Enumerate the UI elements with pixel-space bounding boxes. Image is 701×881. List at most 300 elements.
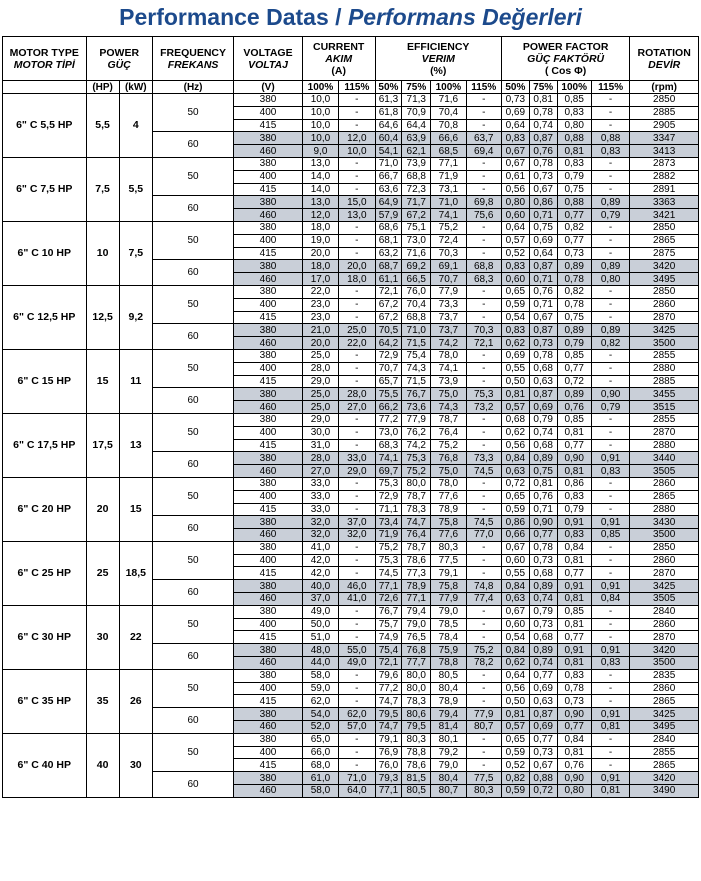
data-cell: 72,1 bbox=[466, 337, 501, 350]
data-cell: 0,75 bbox=[529, 221, 557, 234]
data-cell: 66,0 bbox=[302, 746, 338, 759]
data-cell: 3500 bbox=[630, 337, 699, 350]
data-cell: 74,5 bbox=[466, 465, 501, 478]
data-cell: 3440 bbox=[630, 452, 699, 465]
data-cell: 0,75 bbox=[557, 183, 591, 196]
data-cell: - bbox=[591, 759, 630, 772]
data-cell: 75,8 bbox=[431, 516, 466, 529]
data-cell: 2835 bbox=[630, 669, 699, 682]
data-cell: 0,79 bbox=[557, 503, 591, 516]
data-cell: 400 bbox=[234, 618, 303, 631]
motor-type-cell: 6" C 15 HP bbox=[3, 349, 87, 413]
data-cell: 2870 bbox=[630, 631, 699, 644]
data-cell: - bbox=[466, 426, 501, 439]
data-cell: 0,61 bbox=[501, 170, 529, 183]
data-cell: 0,90 bbox=[557, 772, 591, 785]
data-cell: - bbox=[591, 94, 630, 107]
motor-type-cell: 6" C 17,5 HP bbox=[3, 413, 87, 477]
data-cell: 79,6 bbox=[375, 669, 402, 682]
data-cell: 0,52 bbox=[501, 759, 529, 772]
data-cell: 70,7 bbox=[375, 362, 402, 375]
data-cell: - bbox=[466, 349, 501, 362]
data-cell: - bbox=[591, 618, 630, 631]
data-cell: 80,5 bbox=[431, 669, 466, 682]
data-cell: 3420 bbox=[630, 260, 699, 273]
data-cell: - bbox=[339, 541, 375, 554]
data-cell: 0,57 bbox=[501, 721, 529, 734]
load-col: 50% bbox=[375, 81, 402, 94]
data-cell: 0,90 bbox=[557, 452, 591, 465]
performance-table bbox=[2, 36, 699, 798]
data-cell: 0,89 bbox=[557, 324, 591, 337]
table-row bbox=[3, 541, 699, 554]
data-cell: 64,6 bbox=[375, 119, 402, 132]
data-cell: 75,4 bbox=[402, 349, 431, 362]
data-cell: 0,65 bbox=[501, 490, 529, 503]
data-cell: - bbox=[591, 439, 630, 452]
data-cell: 75,8 bbox=[431, 580, 466, 593]
data-cell: 78,2 bbox=[466, 657, 501, 670]
data-cell: 15,0 bbox=[339, 196, 375, 209]
data-cell: 2885 bbox=[630, 106, 699, 119]
data-cell: 49,0 bbox=[302, 605, 338, 618]
data-cell: 64,4 bbox=[402, 119, 431, 132]
data-cell: 400 bbox=[234, 746, 303, 759]
data-cell: 22,0 bbox=[339, 337, 375, 350]
data-cell: 2865 bbox=[630, 695, 699, 708]
data-cell: 64,9 bbox=[375, 196, 402, 209]
data-cell: 75,2 bbox=[431, 221, 466, 234]
data-cell: 2850 bbox=[630, 285, 699, 298]
load-col: 115% bbox=[591, 81, 630, 94]
data-cell: 68,6 bbox=[375, 221, 402, 234]
data-cell: 0,84 bbox=[501, 580, 529, 593]
data-cell: - bbox=[591, 733, 630, 746]
data-cell: 77,5 bbox=[431, 554, 466, 567]
data-cell: 460 bbox=[234, 593, 303, 606]
data-cell: 70,8 bbox=[431, 119, 466, 132]
data-cell: - bbox=[591, 490, 630, 503]
data-cell: 2870 bbox=[630, 311, 699, 324]
data-cell: - bbox=[466, 605, 501, 618]
data-cell: 25,0 bbox=[302, 401, 338, 414]
data-cell: 75,9 bbox=[431, 644, 466, 657]
frequency-cell: 60 bbox=[152, 644, 233, 670]
data-cell: 73,0 bbox=[375, 426, 402, 439]
data-cell: 0,74 bbox=[529, 657, 557, 670]
data-cell: 75,1 bbox=[402, 221, 431, 234]
data-cell: - bbox=[591, 298, 630, 311]
power-kw-cell: 9,2 bbox=[119, 285, 152, 349]
motor-type-cell: 6" C 10 HP bbox=[3, 221, 87, 285]
data-cell: 0,68 bbox=[501, 413, 529, 426]
data-cell: 70,4 bbox=[402, 298, 431, 311]
data-cell: 0,89 bbox=[529, 644, 557, 657]
data-cell: - bbox=[466, 695, 501, 708]
data-cell: 2865 bbox=[630, 234, 699, 247]
data-cell: 33,0 bbox=[302, 490, 338, 503]
data-cell: 0,56 bbox=[501, 439, 529, 452]
data-cell: 0,84 bbox=[557, 733, 591, 746]
data-cell: 0,88 bbox=[557, 196, 591, 209]
data-cell: 71,0 bbox=[339, 772, 375, 785]
data-cell: 73,0 bbox=[402, 234, 431, 247]
data-cell: 12,0 bbox=[302, 209, 338, 222]
data-cell: 0,67 bbox=[501, 145, 529, 158]
title-main: Performance Datas / bbox=[119, 4, 348, 30]
data-cell: 0,82 bbox=[501, 772, 529, 785]
data-cell: 0,77 bbox=[557, 631, 591, 644]
data-cell: 0,87 bbox=[529, 388, 557, 401]
data-cell: 0,69 bbox=[529, 401, 557, 414]
data-cell: - bbox=[591, 119, 630, 132]
data-cell: 3420 bbox=[630, 644, 699, 657]
data-cell: 68,8 bbox=[466, 260, 501, 273]
data-cell: - bbox=[466, 362, 501, 375]
data-cell: 2870 bbox=[630, 567, 699, 580]
data-cell: 0,76 bbox=[529, 490, 557, 503]
data-cell: 0,85 bbox=[557, 349, 591, 362]
data-cell: 73,7 bbox=[431, 324, 466, 337]
data-cell: - bbox=[339, 605, 375, 618]
data-cell: 0,81 bbox=[529, 477, 557, 490]
data-cell: - bbox=[339, 183, 375, 196]
data-cell: 0,71 bbox=[529, 503, 557, 516]
power-kw-cell: 4 bbox=[119, 94, 152, 158]
data-cell: 10,0 bbox=[302, 94, 338, 107]
data-cell: 17,0 bbox=[302, 273, 338, 286]
data-cell: 68,3 bbox=[466, 273, 501, 286]
data-cell: - bbox=[591, 746, 630, 759]
data-cell: 0,85 bbox=[557, 605, 591, 618]
data-cell: 31,0 bbox=[302, 439, 338, 452]
data-cell: 0,81 bbox=[557, 593, 591, 606]
data-cell: - bbox=[591, 567, 630, 580]
data-cell: 0,90 bbox=[591, 388, 630, 401]
load-col: 115% bbox=[466, 81, 501, 94]
data-cell: 65,0 bbox=[302, 733, 338, 746]
data-cell: - bbox=[466, 746, 501, 759]
data-cell: - bbox=[339, 503, 375, 516]
data-cell: 80,3 bbox=[466, 785, 501, 798]
data-cell: 0,73 bbox=[501, 94, 529, 107]
header-current: CURRENT AKIM (A) bbox=[302, 37, 375, 81]
data-cell: - bbox=[591, 541, 630, 554]
table-row bbox=[3, 221, 699, 234]
data-cell: 0,81 bbox=[557, 426, 591, 439]
power-kw-cell: 13 bbox=[119, 413, 152, 477]
power-hp-cell: 12,5 bbox=[86, 285, 119, 349]
data-cell: 2880 bbox=[630, 362, 699, 375]
data-cell: 61,1 bbox=[375, 273, 402, 286]
data-cell: 0,82 bbox=[591, 337, 630, 350]
data-cell: - bbox=[466, 119, 501, 132]
data-cell: 400 bbox=[234, 426, 303, 439]
data-cell: 72,9 bbox=[375, 349, 402, 362]
data-cell: 74,7 bbox=[375, 721, 402, 734]
data-cell: 0,62 bbox=[501, 657, 529, 670]
data-cell: 9,0 bbox=[302, 145, 338, 158]
data-cell: 13,0 bbox=[302, 157, 338, 170]
data-cell: 68,8 bbox=[402, 311, 431, 324]
data-cell: 0,71 bbox=[529, 298, 557, 311]
data-cell: 70,7 bbox=[431, 273, 466, 286]
data-cell: 77,9 bbox=[402, 413, 431, 426]
data-cell: 0,77 bbox=[557, 567, 591, 580]
data-cell: 0,73 bbox=[529, 746, 557, 759]
unit-kw: (kW) bbox=[119, 81, 152, 94]
data-cell: 2855 bbox=[630, 746, 699, 759]
data-cell: 0,69 bbox=[501, 106, 529, 119]
data-cell: - bbox=[591, 285, 630, 298]
data-cell: 76,4 bbox=[431, 426, 466, 439]
data-cell: 71,7 bbox=[402, 196, 431, 209]
data-cell: 75,2 bbox=[466, 644, 501, 657]
data-cell: 0,73 bbox=[529, 337, 557, 350]
data-cell: 0,73 bbox=[529, 554, 557, 567]
data-cell: 0,65 bbox=[501, 285, 529, 298]
table-row bbox=[3, 94, 699, 107]
data-cell: 75,2 bbox=[402, 465, 431, 478]
data-cell: 0,77 bbox=[529, 669, 557, 682]
motor-type-cell: 6" C 7,5 HP bbox=[3, 157, 87, 221]
data-cell: 380 bbox=[234, 605, 303, 618]
data-cell: 77,5 bbox=[466, 772, 501, 785]
frequency-cell: 50 bbox=[152, 285, 233, 323]
load-col: 100% bbox=[431, 81, 466, 94]
data-cell: 0,68 bbox=[529, 362, 557, 375]
data-cell: 3430 bbox=[630, 516, 699, 529]
data-cell: 3500 bbox=[630, 657, 699, 670]
data-cell: 73,2 bbox=[466, 401, 501, 414]
data-cell: 22,0 bbox=[302, 285, 338, 298]
data-cell: 0,59 bbox=[501, 503, 529, 516]
data-cell: 0,81 bbox=[557, 618, 591, 631]
data-cell: 79,2 bbox=[431, 746, 466, 759]
data-cell: 78,7 bbox=[402, 490, 431, 503]
data-cell: 0,84 bbox=[591, 593, 630, 606]
data-cell: 0,75 bbox=[557, 311, 591, 324]
data-cell: 0,73 bbox=[557, 247, 591, 260]
data-cell: - bbox=[591, 669, 630, 682]
data-cell: 415 bbox=[234, 119, 303, 132]
frequency-cell: 60 bbox=[152, 132, 233, 158]
data-cell: 73,1 bbox=[431, 183, 466, 196]
data-cell: 68,1 bbox=[375, 234, 402, 247]
data-cell: 380 bbox=[234, 516, 303, 529]
data-cell: 2875 bbox=[630, 247, 699, 260]
data-cell: 0,87 bbox=[529, 260, 557, 273]
data-cell: 75,6 bbox=[466, 209, 501, 222]
data-cell: 3455 bbox=[630, 388, 699, 401]
data-cell: - bbox=[591, 311, 630, 324]
data-cell: 0,78 bbox=[557, 273, 591, 286]
frequency-cell: 50 bbox=[152, 221, 233, 259]
data-cell: 33,0 bbox=[302, 503, 338, 516]
data-cell: 0,81 bbox=[557, 465, 591, 478]
motor-type-cell: 6" C 20 HP bbox=[3, 477, 87, 541]
data-cell: 10,0 bbox=[339, 145, 375, 158]
data-cell: 2891 bbox=[630, 183, 699, 196]
data-cell: 0,88 bbox=[591, 132, 630, 145]
data-cell: 62,1 bbox=[402, 145, 431, 158]
data-cell: 0,86 bbox=[529, 196, 557, 209]
data-cell: 75,3 bbox=[402, 452, 431, 465]
data-cell: 2860 bbox=[630, 477, 699, 490]
header-rotation: ROTATION DEVİR bbox=[630, 37, 699, 81]
data-cell: 78,8 bbox=[431, 657, 466, 670]
data-cell: 79,0 bbox=[402, 618, 431, 631]
data-cell: - bbox=[591, 682, 630, 695]
data-cell: 68,0 bbox=[302, 759, 338, 772]
data-cell: 78,8 bbox=[402, 746, 431, 759]
data-cell: 25,0 bbox=[339, 324, 375, 337]
data-cell: 0,77 bbox=[557, 234, 591, 247]
data-cell: 71,5 bbox=[402, 337, 431, 350]
data-cell: - bbox=[466, 94, 501, 107]
load-col: 50% bbox=[501, 81, 529, 94]
data-cell: 0,79 bbox=[591, 401, 630, 414]
data-cell: 76,7 bbox=[402, 388, 431, 401]
data-cell: 0,50 bbox=[501, 375, 529, 388]
power-hp-cell: 7,5 bbox=[86, 157, 119, 221]
data-cell: 72,1 bbox=[375, 285, 402, 298]
data-cell: 79,5 bbox=[402, 721, 431, 734]
frequency-cell: 60 bbox=[152, 260, 233, 286]
data-cell: 3495 bbox=[630, 721, 699, 734]
data-cell: 74,5 bbox=[375, 567, 402, 580]
data-cell: 380 bbox=[234, 541, 303, 554]
data-cell: 0,87 bbox=[529, 132, 557, 145]
data-cell: - bbox=[339, 221, 375, 234]
data-cell: 0,86 bbox=[557, 477, 591, 490]
data-cell: 460 bbox=[234, 657, 303, 670]
data-cell: 75,7 bbox=[375, 618, 402, 631]
load-col: 100% bbox=[557, 81, 591, 94]
data-cell: 380 bbox=[234, 285, 303, 298]
data-cell: - bbox=[466, 413, 501, 426]
data-cell: 74,2 bbox=[431, 337, 466, 350]
data-cell: 380 bbox=[234, 349, 303, 362]
data-cell: 0,80 bbox=[591, 273, 630, 286]
data-cell: 3505 bbox=[630, 593, 699, 606]
motor-type-cell: 6" C 12,5 HP bbox=[3, 285, 87, 349]
data-cell: 80,0 bbox=[402, 477, 431, 490]
data-cell: 78,7 bbox=[431, 413, 466, 426]
data-cell: 63,7 bbox=[466, 132, 501, 145]
table-row bbox=[3, 669, 699, 682]
data-cell: 76,7 bbox=[375, 605, 402, 618]
data-cell: 400 bbox=[234, 106, 303, 119]
data-cell: 67,2 bbox=[402, 209, 431, 222]
data-cell: 18,0 bbox=[302, 221, 338, 234]
frequency-cell: 50 bbox=[152, 669, 233, 707]
data-cell: 0,73 bbox=[529, 618, 557, 631]
data-cell: 74,8 bbox=[466, 580, 501, 593]
power-kw-cell: 7,5 bbox=[119, 221, 152, 285]
data-cell: 29,0 bbox=[302, 375, 338, 388]
data-cell: 0,83 bbox=[557, 669, 591, 682]
data-cell: 0,90 bbox=[529, 516, 557, 529]
data-cell: 0,67 bbox=[529, 311, 557, 324]
data-cell: 0,55 bbox=[501, 362, 529, 375]
data-cell: 0,89 bbox=[557, 388, 591, 401]
data-cell: 78,6 bbox=[402, 759, 431, 772]
data-cell: 77,7 bbox=[402, 657, 431, 670]
page-title bbox=[0, 0, 701, 34]
frequency-cell: 60 bbox=[152, 772, 233, 798]
data-cell: 0,80 bbox=[501, 196, 529, 209]
data-cell: 0,83 bbox=[501, 324, 529, 337]
motor-type-cell: 6" C 30 HP bbox=[3, 605, 87, 669]
data-cell: - bbox=[591, 349, 630, 362]
data-cell: 400 bbox=[234, 362, 303, 375]
data-cell: - bbox=[466, 618, 501, 631]
data-cell: 2865 bbox=[630, 490, 699, 503]
data-cell: 77,1 bbox=[402, 593, 431, 606]
data-cell: - bbox=[591, 221, 630, 234]
data-cell: 0,71 bbox=[529, 273, 557, 286]
data-cell: 0,76 bbox=[529, 145, 557, 158]
data-cell: - bbox=[339, 170, 375, 183]
data-cell: - bbox=[339, 106, 375, 119]
data-cell: 79,3 bbox=[375, 772, 402, 785]
data-cell: 41,0 bbox=[302, 541, 338, 554]
data-cell: 0,84 bbox=[501, 644, 529, 657]
data-cell: 71,9 bbox=[431, 170, 466, 183]
data-cell: 0,62 bbox=[501, 426, 529, 439]
data-cell: 74,3 bbox=[431, 401, 466, 414]
data-cell: 3420 bbox=[630, 772, 699, 785]
data-cell: 27,0 bbox=[339, 401, 375, 414]
data-cell: 80,3 bbox=[431, 541, 466, 554]
data-cell: - bbox=[339, 285, 375, 298]
data-cell: 2873 bbox=[630, 157, 699, 170]
power-hp-cell: 5,5 bbox=[86, 94, 119, 158]
data-cell: - bbox=[339, 298, 375, 311]
data-cell: 0,59 bbox=[501, 746, 529, 759]
data-cell: 75,2 bbox=[431, 439, 466, 452]
data-cell: 0,81 bbox=[501, 708, 529, 721]
data-cell: 0,64 bbox=[501, 669, 529, 682]
data-cell: 79,0 bbox=[431, 759, 466, 772]
data-cell: 0,60 bbox=[501, 618, 529, 631]
frequency-cell: 50 bbox=[152, 349, 233, 387]
data-cell: 0,74 bbox=[529, 426, 557, 439]
data-cell: 0,88 bbox=[529, 772, 557, 785]
data-cell: 25,0 bbox=[302, 349, 338, 362]
data-cell: 0,66 bbox=[501, 529, 529, 542]
data-cell: 13,0 bbox=[302, 196, 338, 209]
data-cell: 0,89 bbox=[529, 452, 557, 465]
data-cell: 70,3 bbox=[466, 324, 501, 337]
unit-hp: (HP) bbox=[86, 81, 119, 94]
data-cell: 460 bbox=[234, 145, 303, 158]
data-cell: 80,7 bbox=[466, 721, 501, 734]
unit-empty bbox=[3, 81, 87, 94]
data-cell: 400 bbox=[234, 682, 303, 695]
data-cell: 79,4 bbox=[402, 605, 431, 618]
data-cell: 0,67 bbox=[501, 605, 529, 618]
data-cell: - bbox=[466, 221, 501, 234]
data-cell: - bbox=[339, 362, 375, 375]
data-cell: 55,0 bbox=[339, 644, 375, 657]
data-cell: 78,0 bbox=[431, 477, 466, 490]
data-cell: - bbox=[466, 170, 501, 183]
data-cell: 0,63 bbox=[529, 695, 557, 708]
data-cell: - bbox=[591, 503, 630, 516]
frequency-cell: 60 bbox=[152, 196, 233, 222]
